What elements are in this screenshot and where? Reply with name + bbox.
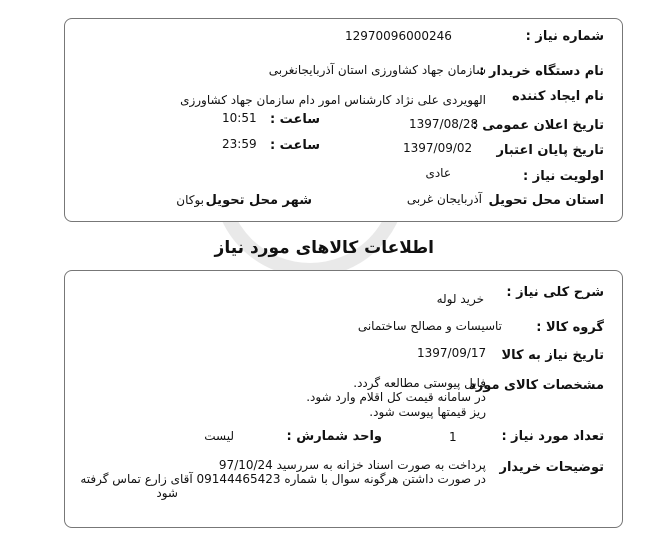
province-label: استان محل تحویل [488,193,604,208]
city-label: شهر محل تحویل [205,193,312,208]
buyer-notes-line-2: در صورت داشتن هرگونه سوال با شماره 09144465423 آقای زارع تماس گرفته [80,472,486,486]
announce-time-value: 10:51 [222,111,257,125]
specs-label: مشخصات کالای مورد [469,378,604,393]
goods-group-value: تاسیسات و مصالح ساختمانی [357,319,502,333]
announce-time-label: ساعت : [269,112,320,127]
deadline-time-label: ساعت : [269,138,320,153]
specs-line-1: فایل پیوستی مطالعه گردد. [353,376,486,390]
buyer-org-label: نام دستگاه خریدار : [479,64,604,79]
specs-line-2: در سامانه قیمت کل اقلام وارد شود. [306,390,486,404]
city-value: بوکان [176,193,204,207]
deadline-time-value: 23:59 [222,137,257,151]
quantity-label: تعداد مورد نیاز : [501,429,604,444]
unit-value: لیست [204,429,234,443]
buyer-notes-label: توضیحات خریدار [499,460,604,475]
announce-date-value: 1397/08/28 [409,117,479,131]
need-date-value: 1397/09/17 [417,346,487,360]
need-date-label: تاریخ نیاز به کالا [501,348,604,363]
goods-group-label: گروه کالا : [536,320,604,335]
need-description-value: خرید لوله [436,292,484,306]
unit-label: واحد شمارش : [286,429,382,444]
priority-value: عادی [425,166,451,180]
deadline-date-value: 1397/09/02 [403,141,473,155]
quantity-value: 1 [449,430,457,444]
buyer-notes-line-1: پرداخت به صورت اسناد خزانه به سررسید 97/10/24 [218,458,486,472]
announce-date-label: تاریخ اعلان عمومی : [472,118,604,133]
deadline-label: تاریخ پایان اعتبار [496,143,604,158]
need-description-label: شرح کلی نیاز : [506,285,604,300]
creator-label: نام ایجاد کننده [512,89,604,104]
need-number-value: 12970096000246 [345,29,452,43]
buyer-notes-line-3: شود [156,486,178,500]
specs-line-3: ریز قیمتها پیوست شود. [369,405,486,419]
priority-label: اولویت نیاز : [522,169,604,184]
buyer-org-value: سازمان جهاد کشاورزی استان آذربایجانغربی [268,63,486,77]
creator-value: الهویردی علی نژاد کارشناس امور دام سازمان جهاد کشاورزی [180,93,486,107]
province-value: آذربایجان غربی [406,192,482,206]
section-title: اطلاعات کالاهای مورد نیاز [214,238,434,258]
need-number-label: شماره نیاز : [525,29,604,44]
